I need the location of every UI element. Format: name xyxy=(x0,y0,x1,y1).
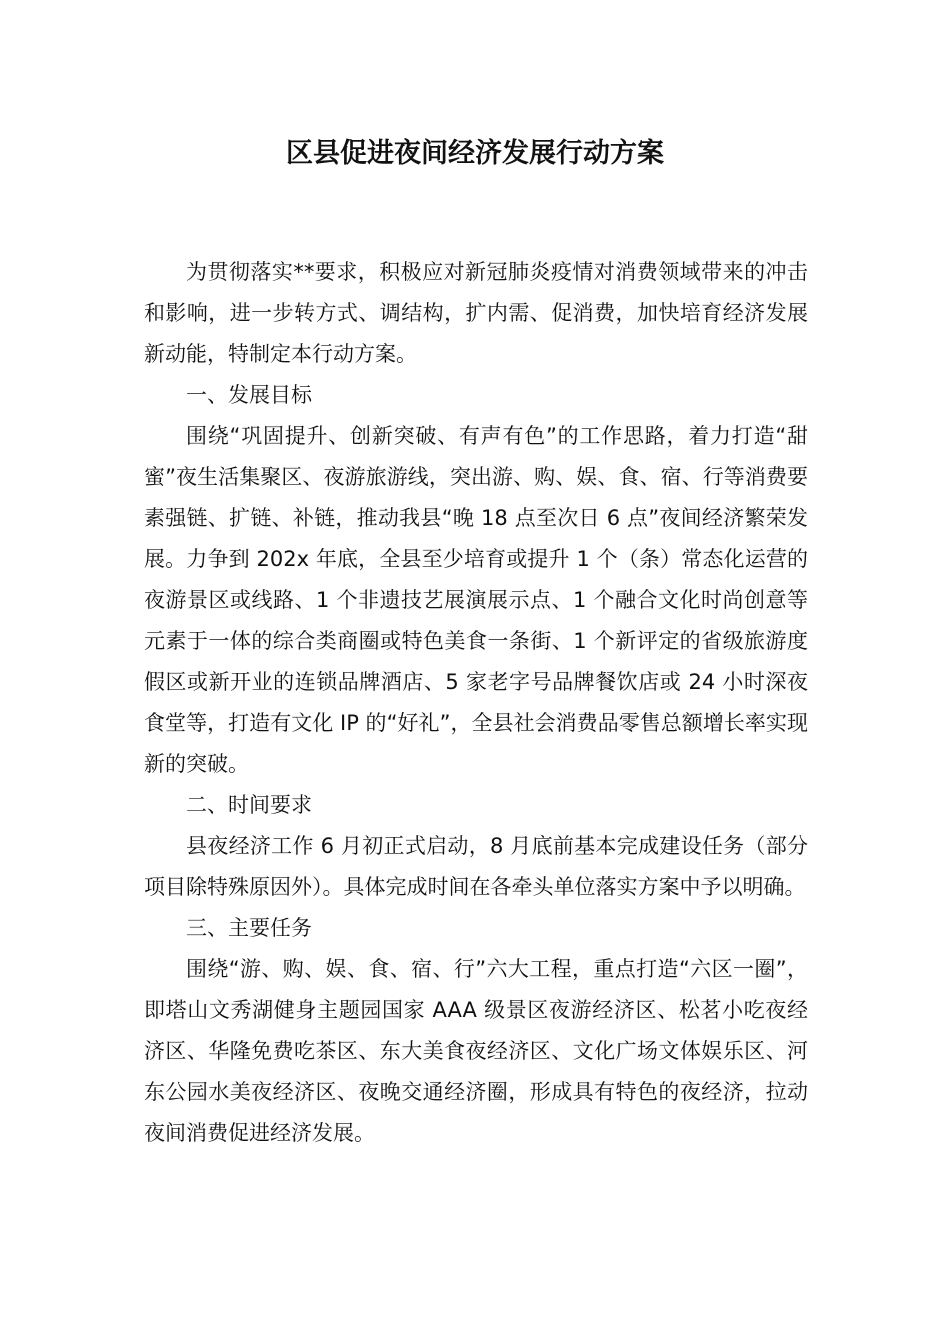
intro-paragraph: 为贯彻落实**要求，积极应对新冠肺炎疫情对消费领域带来的冲击和影响，进一步转方式、调结构，扩内需、促消费，加快培育经济发展新动能，特制定本行动方案。 xyxy=(144,260,808,366)
section-heading-tasks: 三、主要任务 xyxy=(186,916,312,940)
section-body-tasks: 围绕“游、购、娱、食、宿、行”六大工程，重点打造“六区一圈”，即塔山文秀湖健身主题园国家 AAA 级景区夜游经济区、松茗小吃夜经济区、华隆免费吃茶区、东大美食夜经济区、文化广场文体娱乐区、河东公园水美夜经济区、夜晚交通经济圈，形成具有特色的夜经济，拉动夜间消费促进经济发展。 xyxy=(144,957,808,1145)
section-body-timeline: 县夜经济工作 6 月初正式启动，8 月底前基本完成建设任务（部分项目除特殊原因外）。具体完成时间在各牵头单位落实方案中予以明确。 xyxy=(144,834,808,899)
document-body xyxy=(144,252,808,1154)
document-title: 区县促进夜间经济发展行动方案 xyxy=(286,138,664,169)
section-heading-goals: 一、发展目标 xyxy=(186,383,312,407)
section-body-goals: 围绕“巩固提升、创新突破、有声有色”的工作思路，着力打造“甜蜜”夜生活集聚区、夜游旅游线，突出游、购、娱、食、宿、行等消费要素强链、扩链、补链，推动我县“晚 18 点至次日 6 点”夜间经济繁荣发展。力争到 202x 年底，全县至少培育或提升 1 个（条）常态化运营的夜游景区或线路、1 个非遗技艺展演展示点、1 个融合文化时尚创意等元素于一体的综合类商圈或特色美食一条街、1 个新评定的省级旅游度假区或新开业的连锁品牌酒店、5 家老字号品牌餐饮店或 24 小时深夜食堂等，打造有文化 IP 的“好礼”，全县社会消费品零售总额增长率实现新的突破。 xyxy=(144,424,808,776)
section-heading-timeline: 二、时间要求 xyxy=(186,793,312,817)
